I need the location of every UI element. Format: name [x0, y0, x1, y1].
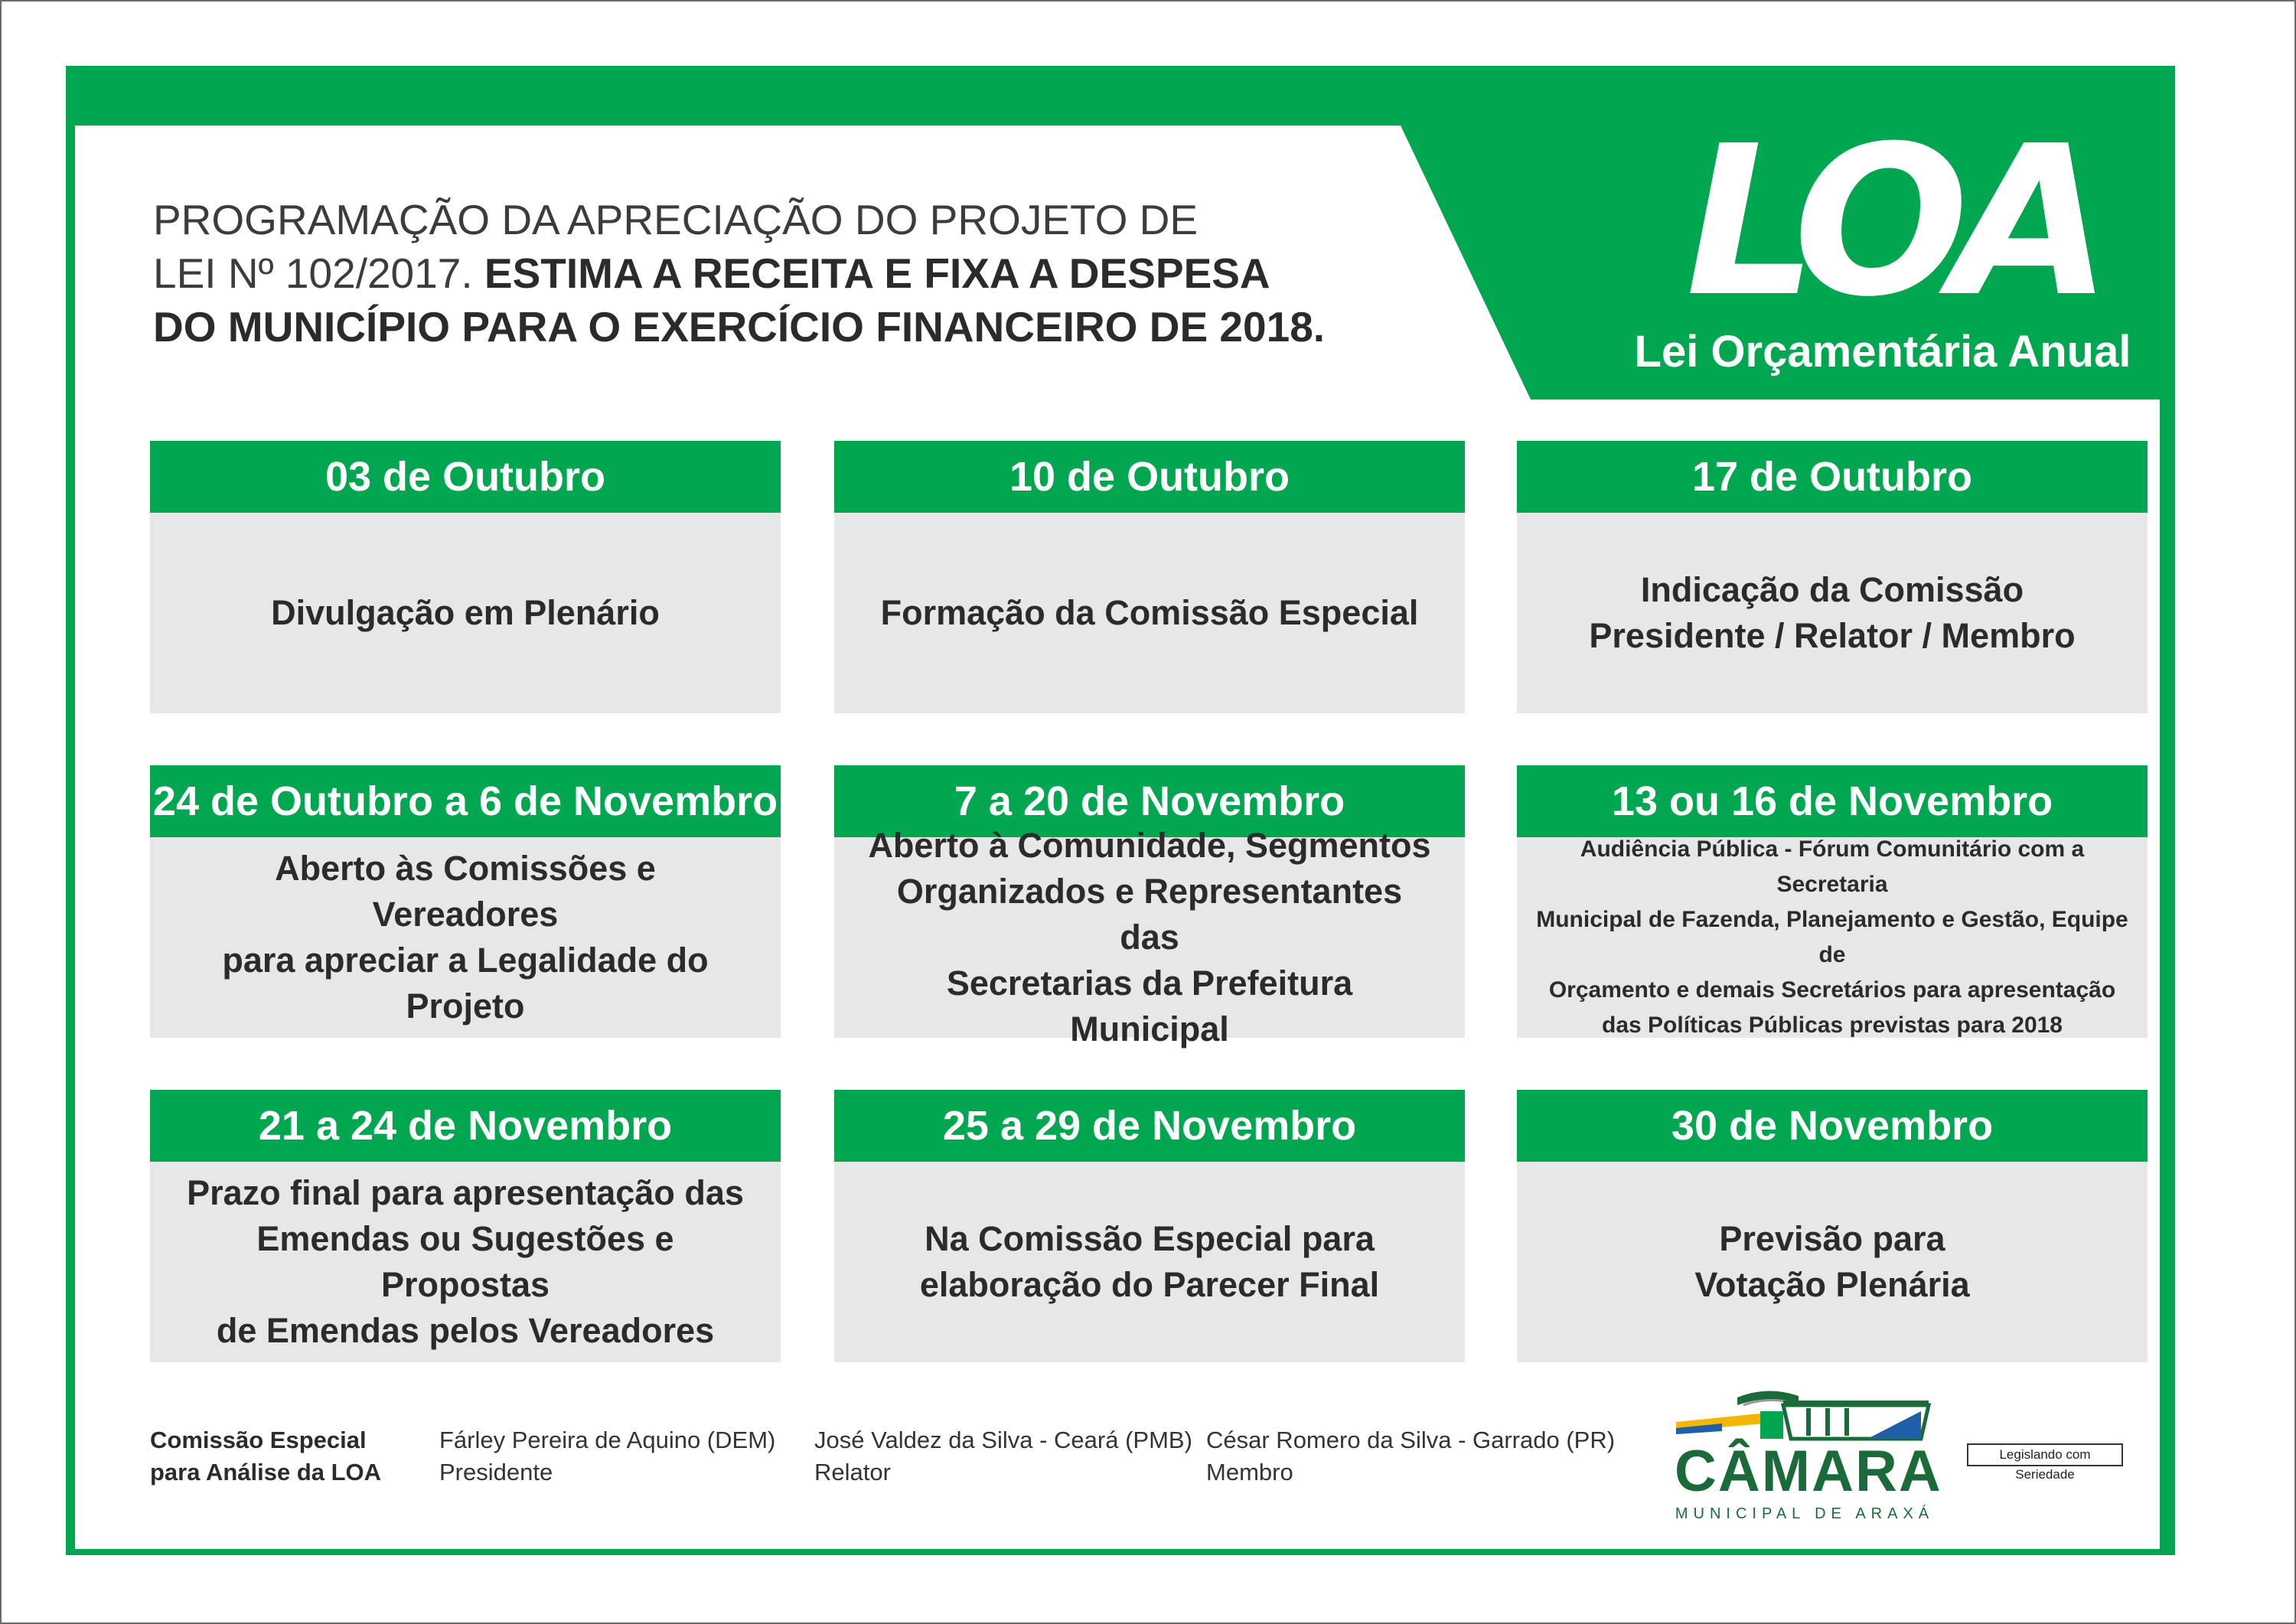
schedule-description: [150, 1162, 781, 1362]
committee-title-line: Comissão Especial: [150, 1427, 367, 1453]
member-role: Relator: [814, 1459, 891, 1485]
description-line: para apreciar a Legalidade do Projeto: [222, 941, 709, 1026]
schedule-card: [150, 765, 781, 1038]
schedule-card: [150, 441, 781, 713]
schedule-description: [150, 837, 781, 1038]
schedule-date: 25 a 29 de Novembro: [834, 1090, 1465, 1162]
schedule-card: [834, 441, 1465, 713]
schedule-date: 30 de Novembro: [1517, 1090, 2148, 1162]
intro-line-2-bold: ESTIMA A RECEITA E FIXA A DESPESA: [484, 249, 1270, 297]
schedule-card: [1517, 765, 2148, 1038]
description-line: Votação Plenária: [1694, 1265, 1970, 1304]
schedule-description: [1517, 513, 2148, 713]
camara-logo-text: CÂMARA: [1675, 1439, 1942, 1504]
schedule-date: 7 a 20 de Novembro: [834, 765, 1465, 837]
description-line: Previsão para: [1719, 1219, 1945, 1258]
description-line: Emendas ou Sugestões e Propostas: [256, 1219, 674, 1304]
schedule-date: 10 de Outubro: [834, 441, 1465, 513]
description-line: Secretarias da Prefeitura Municipal: [946, 964, 1353, 1048]
intro-heading: [153, 193, 1416, 354]
camara-logo-subtitle: MUNICIPAL DE ARAXÁ: [1675, 1505, 1935, 1522]
intro-line-3: DO MUNICÍPIO PARA O EXERCÍCIO FINANCEIRO DE 2018.: [153, 303, 1326, 351]
member-role: Membro: [1206, 1459, 1293, 1485]
description-line: Formação da Comissão Especial: [880, 593, 1419, 632]
description-line: Orçamento e demais Secretários para apresentação: [1548, 977, 2116, 1003]
loa-logo-text: LOA: [1685, 101, 2095, 342]
schedule-card: [834, 1090, 1465, 1362]
description-line: Divulgação em Plenário: [271, 593, 660, 632]
member-name: José Valdez da Silva - Ceará (PMB): [814, 1427, 1192, 1453]
member-name: Fárley Pereira de Aquino (DEM): [439, 1427, 776, 1453]
member-name: César Romero da Silva - Garrado (PR): [1206, 1427, 1616, 1453]
description-line: Presidente / Relator / Membro: [1589, 616, 2076, 655]
schedule-description: [1517, 837, 2148, 1038]
schedule-card: [834, 765, 1465, 1048]
schedule-description: [1517, 1162, 2148, 1362]
schedule-description: [834, 513, 1465, 713]
committee-member: [1206, 1424, 1615, 1489]
schedule-date: 24 de Outubro a 6 de Novembro: [150, 765, 781, 837]
schedule-card: [1517, 1090, 2148, 1362]
schedule-card: [150, 1090, 781, 1362]
committee-member: [439, 1424, 775, 1489]
schedule-card: [1517, 441, 2148, 713]
description-line: Aberto às Comissões e Vereadores: [275, 849, 656, 934]
description-line: elaboração do Parecer Final: [919, 1265, 1380, 1304]
description-line: Na Comissão Especial para: [925, 1219, 1375, 1258]
description-line: Aberto à Comunidade, Segmentos: [868, 826, 1431, 865]
schedule-date: 03 de Outubro: [150, 441, 781, 513]
slogan-badge: Legislando com Seriedade: [1967, 1443, 2123, 1466]
committee-title-line: para Análise da LOA: [150, 1459, 382, 1485]
intro-line-1: PROGRAMAÇÃO DA APRECIAÇÃO DO PROJETO DE: [153, 196, 1199, 243]
schedule-date: 17 de Outubro: [1517, 441, 2148, 513]
intro-line-2-normal: LEI Nº 102/2017.: [153, 249, 484, 297]
schedule-date: 13 ou 16 de Novembro: [1517, 765, 2148, 837]
loa-subtitle: Lei Orçamentária Anual: [1634, 327, 2131, 377]
committee-member: [814, 1424, 1192, 1489]
description-line: Audiência Pública - Fórum Comunitário com a Secretaria: [1580, 836, 2085, 897]
description-line: das Políticas Públicas previstas para 2018: [1602, 1013, 2063, 1038]
description-line: Prazo final para apresentação das: [187, 1173, 744, 1212]
member-role: Presidente: [439, 1459, 553, 1485]
description-line: Indicação da Comissão: [1640, 570, 2024, 609]
schedule-description: [834, 826, 1465, 1048]
description-line: Organizados e Representantes das: [896, 872, 1403, 957]
schedule-description: [150, 513, 781, 713]
schedule-description: [834, 1162, 1465, 1362]
description-line: de Emendas pelos Vereadores: [216, 1311, 715, 1350]
committee-title: [150, 1424, 381, 1489]
schedule-date: 21 a 24 de Novembro: [150, 1090, 781, 1162]
description-line: Municipal de Fazenda, Planejamento e Gestão, Equipe de: [1536, 907, 2128, 967]
